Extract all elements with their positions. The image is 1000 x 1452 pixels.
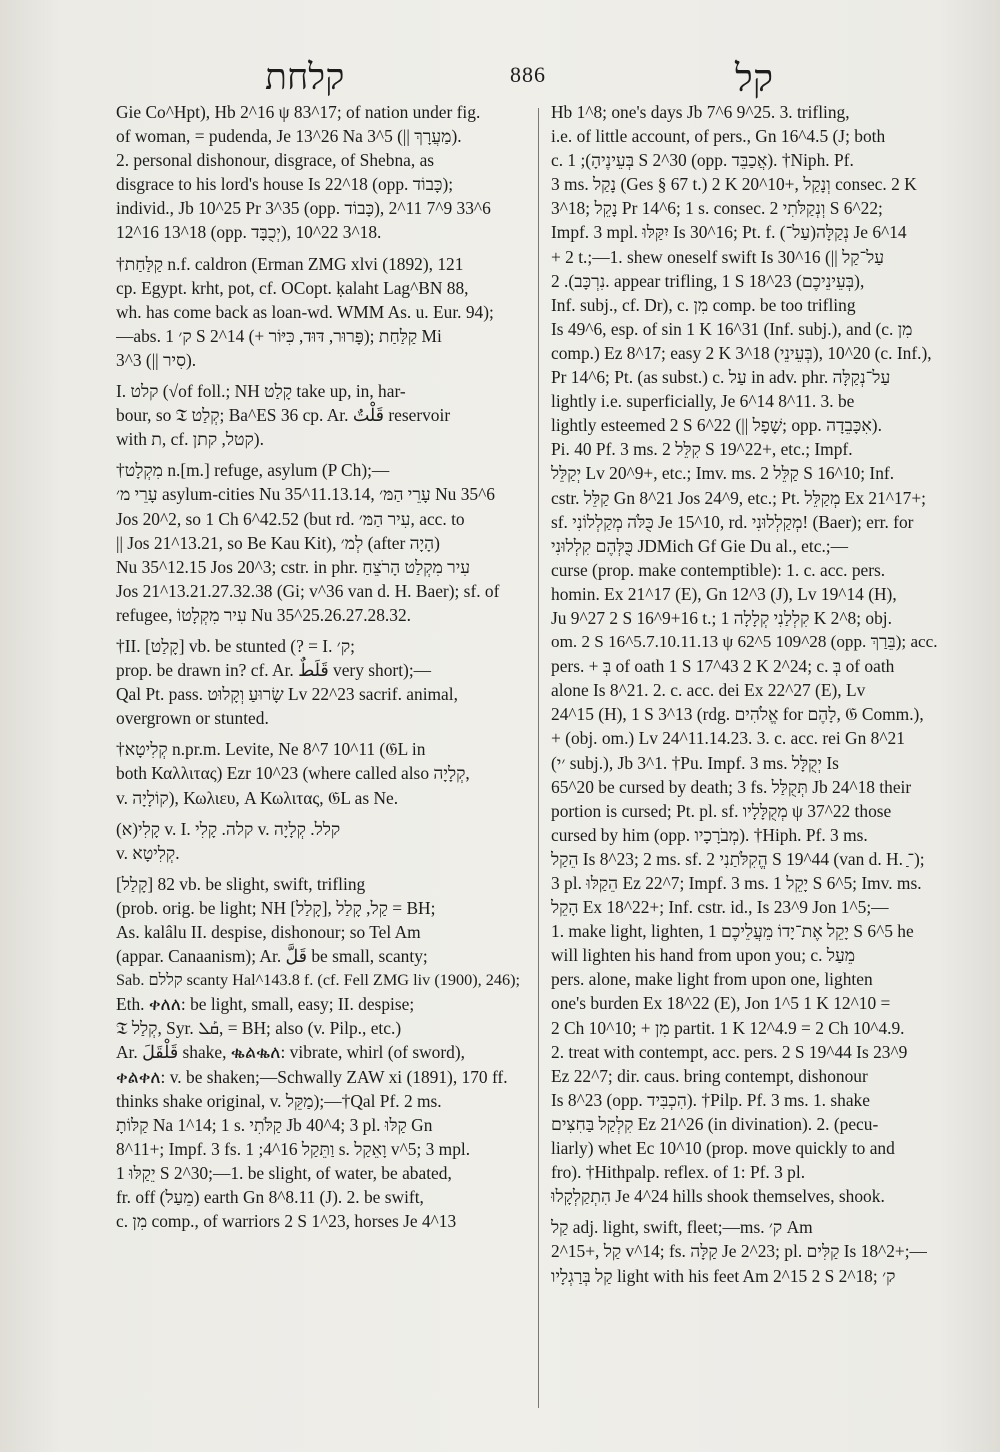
entry-line: prop. be drawn in? cf. Ar. قَلَطٌ very short);— [116, 660, 432, 681]
entry-line: Gie Co^Hpt), Hb 2^16 ψ 83^17; of nation under fig. [116, 102, 481, 122]
entry-line: 𝔗 קְלַל, Syr. ܩܰܠ, = BH; also (v. Pilp., etc.) [116, 1018, 402, 1039]
entry-line: Pr 14^6; Pt. (as subst.) c. עַל in adv. phr. עַל־נְקַלָּה [551, 367, 891, 388]
entry-line: הִתְקַלְקָלוּ Je 4^24 hills shook themselves, shook. [551, 1186, 885, 1207]
entry-line: Jos 21^13.21.27.32.38 (Gi; v^36 van d. H. Baer); sf. of [116, 580, 500, 601]
dictionary-entry [116, 458, 524, 627]
entry-line: v. קְלִיטָא. [116, 842, 180, 863]
entry-line: one's burden Ex 18^22 (E), Jon 1^5 1 K 12^10 = [551, 993, 891, 1014]
entry-line: overgrown or stunted. [116, 708, 269, 729]
entry-line: הֵקַל Is 8^23; 2 ms. sf. הֱקִלֹּתַנִי 2 S 19^44 (van d. H. ־ַ); [551, 848, 925, 869]
entry-line: individ., Jb 10^25 Pr 3^35 (opp. כָּבוֹד), 6^33 9^7 11^2 [116, 198, 491, 219]
entry-line: 2 Ch 10^10; + מִן partit. 1 K 12^4.9 = 2 Ch 10^4.9. [551, 1017, 905, 1038]
right-column [551, 100, 942, 1430]
entry-line: portion is cursed; Pt. pl. sf. מְקֻלָּלָיו ψ 37^22 those [551, 800, 892, 821]
entry-line: 2^15+, קַל v^14; fs. קַלָּה Je 2^23; pl. קַלִּים Is 18^2+;— [551, 1241, 927, 1262]
entry-line: sf. כֻּלֹּה מְקַלְלוֹנִי Je 15^10, rd. מְקַלְלוּנִי! (Baer); err. for [551, 511, 914, 532]
entry-line: Ez 22^7; dir. caus. bring contempt, dishonour [551, 1065, 868, 1086]
entry-line: 3 ms. נָקַל (Ges § 67 t.) 2 K 20^10+, וְנָקַל consec. 2 K [551, 174, 917, 195]
entry-line: + (obj. om.) Lv 24^11.14.23. 3. c. acc. rei Gn 8^21 [551, 728, 905, 749]
entry-line: 3^3 (|| סִיר). [116, 349, 197, 370]
entry-line: קִלְקַל בַּחִצִּים Ez 21^26 (in divination). 2. (pecu- [551, 1113, 879, 1134]
entry-line: 65^20 be cursed by death; 3 fs. תְּקֻלַּל Jb 24^18 their [551, 776, 912, 797]
entry-line: יְקַלֵּל Lv 20^9+, etc.; Imv. ms. קַלֵּל 2 S 16^10; Inf. [551, 463, 895, 484]
entry-line: I. קלט (√of foll.; NH קָלַט take up, in, har- [116, 381, 406, 402]
entry-line: ቀልቀለ: v. be shaken;—Schwally ZAW xi (1891), 170 ff. [116, 1066, 508, 1087]
entry-line: נִרְכָּב). 2. appear trifling, 1 S 18^23 (בְּעֵינֵיכֶם), [551, 270, 865, 291]
entry-line: †קַלַּחַת n.f. caldron (Erman ZMG xlvi (1892), 121 [116, 253, 464, 274]
entry-line: cp. Egypt. krht, pot, cf. OCopt. ḳalaht Lag^BN 88, [116, 277, 469, 298]
entry-line: || Jos 21^13.21, so Be Kau Kit), לְמ׳ (after הָיָה) [116, 532, 440, 553]
entry-line: †II. [קָלַט] vb. be stunted (? = I. ק׳; [116, 635, 355, 656]
entry-line: comp.) Ez 8^17; easy 2 K 3^18 (בְּעֵינֵי), 20^10 (c. Inf.), [551, 342, 932, 363]
entry-line: (appar. Canaanism); Ar. قَلَّ be small, scanty; [116, 946, 428, 967]
entry-line: Nu 35^12.15 Jos 20^3; cstr. in phr. עִיר מִקְלַט הָרֹצֵחַ [116, 556, 471, 577]
entry-line: fro). †Hithpalp. reflex. of 1: Pf. 3 pl. [551, 1162, 806, 1183]
entry-line: [קָלַל] 82 vb. be slight, swift, trifling [116, 873, 366, 894]
entry-line: lightly i.e. superficially, Je 6^14 8^11. 3. be [551, 391, 855, 412]
page-number: 886 [510, 62, 546, 87]
entry-line: יֵקַלּוּ 1 S 2^30;—1. be slight, of water, be abated, [116, 1162, 452, 1183]
dictionary-entry [551, 100, 942, 1208]
entry-line: Is 49^6, esp. of sin 1 K 16^31 (Inf. subj.), and (c. מִן [551, 318, 913, 339]
dictionary-entry [116, 100, 524, 245]
dictionary-entry [551, 1215, 942, 1287]
entry-line: קָלִי(א) v. I. קלה. קָלִי v. קלל. קְלָיָה [116, 818, 341, 839]
entry-line: Ar. قَلْقَلَ shake, ቈልቈለ: vibrate, whirl (of sword), [116, 1042, 465, 1063]
entry-line: both Καλλιτας) Ezr 10^23 (where called also קְלָיָה, [116, 763, 470, 784]
entry-line: 3 pl. הֵקַלּוּ Ez 22^7; Impf. 3 ms. יָקֵל 1 S 6^5; Imv. ms. [551, 873, 922, 893]
entry-line: liarly) whet Ec 10^10 (prop. move quickly to and [551, 1138, 895, 1159]
entry-line: As. kalâlu II. despise, dishonour; so Tel Am [116, 922, 421, 942]
entry-line: †קְלִיטָא n.pr.m. Levite, Ne 8^7 10^11 (𝔊L in [116, 739, 426, 760]
entry-line: disgrace to his lord's house Is 22^18 (opp. כָּבוֹד); [116, 174, 454, 195]
entry-line: 2. treat with contempt, acc. pers. 2 S 19^44 Is 23^9 [551, 1041, 908, 1062]
entry-line: עָרֵי מ׳ asylum-cities Nu 35^11.13.14, עָרֵי הַמּ׳ Nu 35^6 [116, 484, 495, 505]
entry-line: Pi. 40 Pf. 3 ms. קִלֵּל 2 S 19^22+, etc.; Impf. [551, 439, 853, 460]
entry-line: alone Is 8^21. 2. c. acc. dei Ex 22^27 (E), Lv [551, 680, 866, 701]
entry-line: קַל בְּרַגְלָיו light with his feet Am 2^15 2 S 2^18; ק׳ [551, 1265, 896, 1286]
entry-line: of woman, = pudenda, Je 13^26 Na 3^5 (|| מַעֲרָךְ). [116, 126, 462, 147]
entry-line: lightly esteemed 2 S 6^22 (|| שָׁפָל; opp. אִכָּבֵדָה). [551, 415, 882, 436]
dictionary-entry [116, 737, 524, 809]
entry-line: 1. make light, lighten, יָקֵל אֶת־יָדוֹ מֵעֲלֵיכֶם 1 S 6^5 he [551, 921, 914, 942]
entry-line: Jos 20^2, so 1 Ch 6^42.52 (but rd. עִיר הַמּ׳, acc. to [116, 508, 465, 529]
entry-line: Inf. subj., cf. Dr), c. מִן comp. be too trifling [551, 294, 856, 315]
entry-line: —abs. ק׳ 1 S 2^14 (+ פָּרוּר, דּוּד, כִּיּוֹר); קַלַּחַת Mi [116, 325, 442, 346]
entry-line: cursed by him (opp. מְבֹרָכָיו). †Hiph. Pf. 3 ms. [551, 824, 868, 845]
entry-line: 8^11+; Impf. 3 fs. וַתֵּקַל 16^4; 1 s. וָאֵקַל v^5; 3 mpl. [116, 1138, 471, 1159]
entry-line: 24^15 (H), 1 S 3^13 (rdg. אֱלֹהִים for לָהֶם, 𝔊 Comm.), [551, 704, 924, 725]
entry-line: pers. + בְּ of oath 1 S 17^43 2 K 2^24; c. בְּ of oath [551, 656, 895, 677]
entry-line: Sab. קללם scanty Hal^143.8 f. (cf. Fell ZMG liv (1900), 246); [116, 971, 521, 990]
right-running-head: קל [735, 56, 774, 100]
entry-line: i.e. of little account, of pers., Gn 16^4.5 (J; both [551, 126, 886, 147]
dictionary-entry [116, 634, 524, 730]
entry-line: 2. personal dishonour, disgrace, of Shebna, as [116, 150, 435, 171]
dictionary-entry [116, 817, 524, 865]
entry-line: refugee, עִיר מִקְלָטוֹ Nu 35^25.26.27.28.32. [116, 604, 412, 625]
entry-line: curse (prop. make contemptible): 1. c. acc. pers. [551, 559, 886, 580]
entry-line: Is 8^23 (opp. הִכְבִּיד). †Pilp. Pf. 3 ms. 1. shake [551, 1089, 870, 1110]
entry-line: wh. has come back as loan-wd. WMM As. u. Eur. 94); [116, 301, 494, 322]
entry-line: will lighten his hand from upon you; c. מֵעַל [551, 945, 856, 966]
entry-line: Eth. ቀለለ: be light, small, easy; II. despise; [116, 994, 415, 1015]
entry-line: c. בְּעֵינֶיהָ); 1 S 2^30 (opp. אֲכַבֵּד). †Niph. Pf. [551, 150, 854, 171]
dictionary-entry [116, 252, 524, 372]
entry-line: homin. Ex 21^17 (E), Gn 12^3 (J), Lv 19^14 (H), [551, 583, 897, 604]
page-header [0, 56, 1000, 106]
entry-line: 12^16 13^18 (opp. יְכֻבָּד), 18^3 22^10. [116, 222, 382, 243]
entry-line: om. 2 S 16^5.7.10.11.13 ψ 62^5 109^28 (opp. בֵּרַךְ); acc. [551, 632, 938, 652]
dictionary-entry [116, 379, 524, 451]
entry-line: c. מִן comp., of warriors 2 S 1^23, horses Je 4^13 [116, 1211, 457, 1232]
column-divider [538, 108, 539, 1408]
entry-line: thinks shake original, v. מַקֵּל);—†Qal Pf. 2 ms. [116, 1090, 442, 1111]
entry-line: הָקֵל Ex 18^22+; Inf. cstr. id., Is 23^9 Jon 1^5;— [551, 897, 889, 918]
entry-line: Hb 1^8; one's days Jb 7^6 9^25. 3. trifling, [551, 102, 850, 122]
entry-line: v. קוֹלָיָה), Κωλιευ, A Κωλιτας, 𝔊L as Ne. [116, 787, 399, 808]
entry-line: (׳י subj.), Jb 3^1. †Pu. Impf. 3 ms. יְקֻלָּל Is [551, 752, 839, 773]
left-column [116, 100, 524, 1430]
entry-line: (prob. orig. be light; NH [קָלַל], קַל, קָלַל = BH; [116, 897, 436, 918]
dictionary-entry [116, 872, 524, 1233]
entry-line: קַל adj. light, swift, fleet;—ms. ק׳ Am [551, 1217, 813, 1238]
entry-line: with ת, cf. קטל, קתן). [116, 429, 264, 450]
entry-line: Qal Pt. pass. שָׂרוּעַ וְקָלוּט Lv 22^23 sacrif. animal, [116, 684, 458, 705]
entry-line: †מִקְלָט n.[m.] refuge, asylum (P Ch);— [116, 460, 390, 481]
entry-line: קַלּוֹתָ Na 1^14; 1 s. קַלֹּתִי Jb 40^4; 3 pl. קַלּוּ Gn [116, 1114, 433, 1135]
entry-line: כֻּלְּהֶם קִלְלוּנִי JDMich Gf Gie Du al., etc.;— [551, 535, 849, 556]
entry-line: fr. off (מֵעַל) earth Gn 8^8.11 (J). 2. be swift, [116, 1187, 424, 1208]
entry-line: Ju 9^27 2 S 16^9+16 t.; קִלְלַנִי קְלָלָה 1 K 2^8; obj. [551, 607, 892, 628]
left-running-head: קלחת [265, 57, 345, 98]
entry-line: bour, so 𝔗 קְלַט; Ba^ES 36 cp. Ar. قَلْتٌ reservoir [116, 405, 451, 426]
entry-line: 3^18; נָקֵל Pr 14^6; 1 s. consec. וְנְקַלֹּתִי 2 S 6^22; [551, 198, 883, 219]
entry-line: pers. alone, make light from upon one, lighten [551, 969, 873, 990]
entry-line: + 2 t.;—1. shew oneself swift Is 30^16 (|| עַל־קַל [551, 246, 885, 267]
entry-line: Impf. 3 mpl. יִקַּלּוּ Is 30^16; Pt. f. (עַל־)נְקַלָּה Je 6^14 [551, 222, 907, 243]
entry-line: cstr. קַלֵּל Gn 8^21 Jos 24^9, etc.; Pt. מְקַלֵּל Ex 21^17+; [551, 487, 926, 508]
